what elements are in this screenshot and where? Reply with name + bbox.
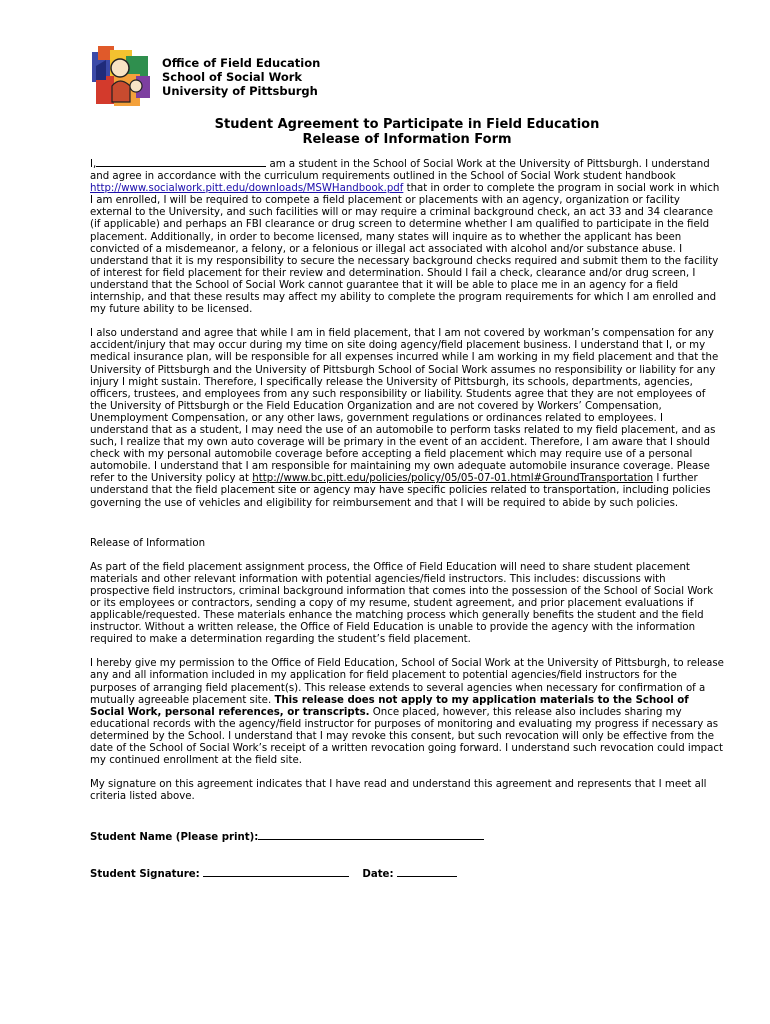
- paragraph-signature-statement: My signature on this agreement indicates that I have read and understand this agreement and represents that I meet all criteria listed above.: [90, 779, 707, 803]
- title-line-2: Release of Information Form: [302, 132, 512, 147]
- paragraph-bold-exception: This release does not apply to my application materials to the School of Social Work, personal references, or transcripts.: [90, 694, 689, 718]
- school-name: School of Social Work: [162, 70, 303, 84]
- date-label: Date:: [362, 869, 394, 880]
- document-title: [90, 117, 724, 147]
- paragraph-text: that in order to complete the program in social work in which I am enrolled, I will be required to compete a field placement or placements with an agency, organization or facility external to the University, and such facilities will or may require a criminal background check, an act 33 and 34 clearance (if applicable) and perhaps an FBI clearance or drug screen to determine whether I am qualified to participate in the field placement. Additionally, in order to become licensed, many states will inquire as to whether the applicant has been convicted of a misdemeanor, a felony, or a felonious or illegal act associated with alcohol and/or substance abuse. I understand that it is my responsibility to secure the necessary background checks required and submit them to the facility of interest for field placement for their review and determination. Should I fail a check, clearance and/or drug screen, I understand that the School of Social Work cannot guarantee that it will be able to place me in an agency for a field internship, and that these results may affect my ability to complete the program requirements for which I am enrolled and my future ability to be licensed.: [90, 183, 720, 316]
- paragraph-text: am a student in the School of Social Work at the University of Pittsburgh. I understand and agree in accordance with the curriculum requirements outlined in the School of Social Work student handbook: [90, 159, 710, 183]
- paragraph-text: I hereby give my permission to the Office of Field Education, School of Social Work at the University of Pittsburgh, to release any and all information included in my application for field placement to potential agencies/field instructors for the purposes of arranging field placement(s). This release extends to several agencies when necessary for confirmation of a mutually agreeable placement site.: [90, 658, 724, 706]
- paragraph-background-check: [90, 157, 724, 316]
- paragraph-release-purpose: As part of the field placement assignment process, the Office of Field Education will need to share student placement materials and other relevant information with potential agencies/field instructors. This includes: discussions with prospective field instructors, criminal background information that comes into the possession of the School of Social Work or its employees or contractors, sending a copy of my resume, student agreement, and prior placement evaluations if applicable/requested. These materials enhance the matching process which generally benefits the student and the field instructor. Without a written release, the Office of Field Education is unable to provide the agency with the information required to make a determination regarding the student’s field placement.: [90, 561, 714, 646]
- document-body: [90, 157, 724, 815]
- signature-row: [90, 866, 457, 880]
- office-name: Office of Field Education: [162, 56, 321, 70]
- handbook-link[interactable]: http://www.socialwork.pitt.edu/downloads/MSWHandbook.pdf: [90, 183, 404, 195]
- student-name-label: Student Name (Please print):: [90, 832, 259, 843]
- office-header: [162, 56, 320, 98]
- student-name-field[interactable]: [258, 829, 484, 840]
- paragraph-permission: [90, 658, 724, 767]
- university-name: University of Pittsburgh: [162, 84, 318, 98]
- paragraph-liability: [90, 328, 724, 509]
- release-heading: Release of Information: [90, 537, 206, 549]
- paragraph-text: I also understand and agree that while I am in field placement, that I am not covered by workman’s compensation for any accident/injury that may occur during my time on site doing agency/field placement business. I understand that I, or my medical insurance plan, will be responsible for all expenses incurred while I am working in my field placement and that the University of Pittsburgh and the University of Pittsburgh School of Social Work assumes no responsibility or liability for any injury I might sustain. Therefore, I specifically release the University of Pittsburgh, its schools, departments, agencies, officers, trustees, and employees from any such responsibility or liability. Students agree that they are not employees of the University of Pittsburgh or the Field Education Organization and are not covered by Workers’ Compensation, Unemployment Compensation, or any other laws, government regulations or ordinances related to employees. I understand that as a student, I may need the use of an automobile to perform tasks related to my field placement, and as such, I realize that my own auto coverage will be primary in the event of an accident. Therefore, I am aware that I should check with my personal automobile coverage before accepting a field placement which may require use of a personal automobile. I understand that I am responsible for maintaining my own adequate automobile insurance coverage. Please refer to the University policy at: [90, 328, 719, 485]
- transportation-policy-link[interactable]: http://www.bc.pitt.edu/policies/policy/05/05-07-01.html#GroundTransportation: [252, 473, 654, 485]
- paragraph-prefix: I,: [90, 159, 97, 170]
- student-signature-field[interactable]: [203, 866, 349, 877]
- paragraph-text: Once placed, however, this release also includes sharing my educational records with the agency/field instructor for purposes of monitoring and evaluating my progress if necessary as determined by the School. I understand that I may revoke this consent, but such revocation will only be effective from the date of the School of Social Work’s receipt of a written revocation going forward. I understand such revocation could impact my continued enrollment at the field site.: [90, 706, 723, 767]
- date-field[interactable]: [397, 866, 457, 877]
- student-name-blank[interactable]: [96, 157, 266, 167]
- school-logo: [92, 46, 150, 108]
- student-signature-label: Student Signature:: [90, 869, 200, 880]
- paragraph-text: I further understand that the field placement site or agency may have specific policies related to transportation, including policies governing the use of vehicles and eligibility for reimbursement and that I will be required to abide by such policies.: [90, 473, 711, 509]
- title-line-1: Student Agreement to Participate in Field Education: [214, 117, 600, 132]
- student-name-row: [90, 829, 484, 843]
